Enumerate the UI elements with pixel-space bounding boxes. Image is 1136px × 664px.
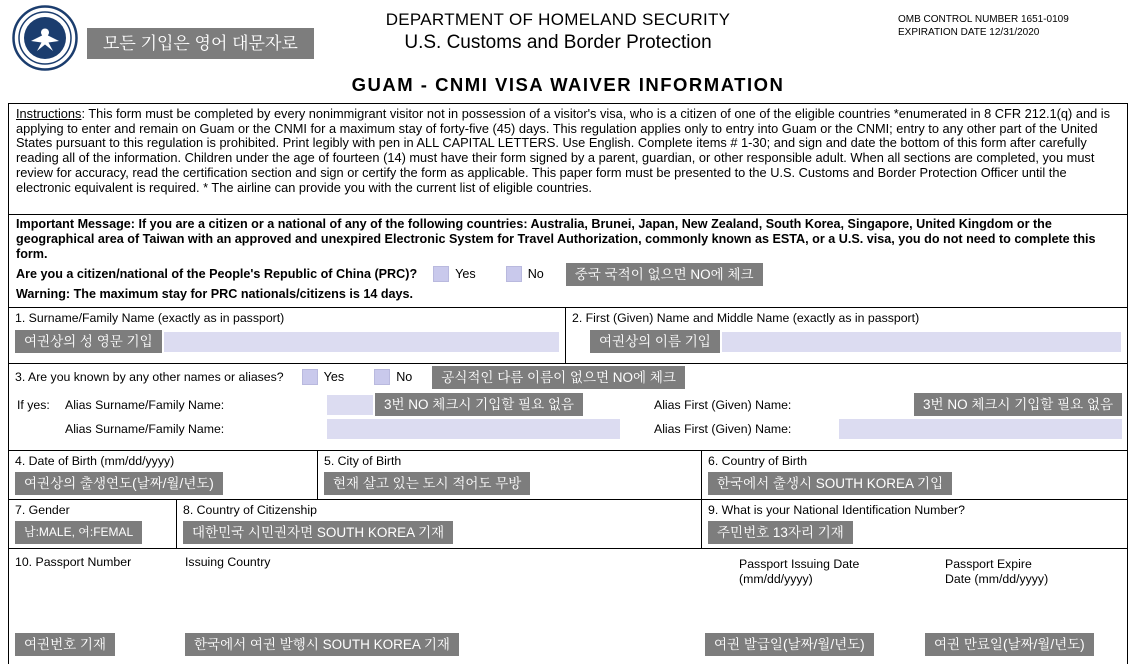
q3-korean-note-left: 3번 NO 체크시 기입할 필요 없음 [375, 393, 583, 416]
department-title: DEPARTMENT OF HOMELAND SECURITY [385, 10, 731, 29]
alias-surname-input-1[interactable] [327, 395, 373, 415]
prc-no-label: No [527, 267, 544, 282]
q10-issuing-country-label: Issuing Country [185, 555, 271, 569]
q5-label: 5. City of Birth [324, 454, 402, 468]
q10-korean-passport-number: 여권번호 기재 [15, 633, 115, 656]
omb-control-block [898, 14, 1069, 39]
q3-yes-label: Yes [323, 370, 345, 384]
q6-label: 6. Country of Birth [708, 454, 808, 468]
form-header [0, 0, 1136, 103]
q2-firstname-cell [566, 308, 1127, 363]
q7-label: 7. Gender [15, 503, 70, 517]
instructions-section [9, 104, 1127, 215]
instructions-text: Instructions: This form must be completed by every nonimmigrant visitor not in possession of a visitor's visa, who is a citizen of one of the eligible countries *enumerated in 8 CFR 212.1(q) and is applying to enter and remain on Guam or the CNMI for a maximum stay of forty-five (45) days. This regulation applies only to entry into Guam or the CNMI; entry to any other part of the United States pursuant to this regulation is prohibited. Print legibly with pen in ALL CAPITAL LETTERS. Use English. Complete items # 1-30; and sign and date the bottom of this form after carefully reading all of the information. Children under the age of fourteen (14) must have their form signed by a parent, guardian, or other responsible adult. When all sections are completed, you must review for accuracy, read the certification section and sign or certify the form as applicable. This paper form must be presented to the U.S. Customs and Border Protection Officer until the electronic equivalent is required. * The airline can provide you with the current list of eligible countries. [16, 106, 1111, 195]
agency-title-block [308, 10, 808, 54]
omb-number: OMB CONTROL NUMBER 1651-0109 [898, 14, 1069, 25]
firstname-input[interactable] [722, 332, 1121, 352]
q10-label: 10. Passport Number [15, 555, 132, 569]
prc-no-checkbox[interactable] [506, 266, 522, 282]
q10-issuing-date-label: Passport Issuing Date (mm/dd/yyyy) [739, 557, 860, 586]
q1-surname-cell [9, 308, 566, 363]
q8-korean-note: 대한민국 시민권자면 SOUTH KOREA 기재 [183, 521, 453, 544]
surname-input[interactable] [164, 332, 559, 352]
q10-passport-section [9, 549, 1127, 664]
visa-waiver-form [8, 103, 1128, 664]
important-message-text: Important Message: If you are a citizen or a national of any of the following countries: Australia, Brunei, Japan, New Zealand, South Korea, Singapore, United Kingdom or the geographical area of Taiwan with an approved and unexpired Electronic System for Travel Authorization, commonly known as ESTA, or a U.S. visa, you do not need to complete this form. [16, 217, 1096, 261]
q4-dob-cell [9, 451, 318, 499]
q9-korean-note: 주민번호 13자리 기재 [708, 521, 853, 544]
prc-warning-text: Warning: The maximum stay for PRC nationals/citizens is 14 days. [16, 286, 414, 301]
prc-yes-label: Yes [455, 267, 476, 282]
q4-korean-note: 여권상의 출생연도(날짜/월/년도) [15, 472, 223, 495]
q3-no-checkbox[interactable] [374, 369, 390, 385]
q7-korean-note: 남:MALE, 여:FEMAL [15, 521, 142, 544]
prc-korean-note: 중국 국적이 없으면 NO에 체크 [566, 263, 763, 286]
identity-fields-row [9, 500, 1127, 549]
birth-fields-row [9, 451, 1127, 500]
name-fields-row [9, 308, 1127, 364]
q10-korean-issuing-date: 여권 발급일(날짜/월/년도) [705, 633, 874, 656]
q3-korean-note: 공식적인 다름 이름이 없으면 NO에 체크 [432, 366, 685, 389]
alias-surname-input-2[interactable] [327, 419, 620, 439]
q10-expire-date-label: Passport Expire Date (mm/dd/yyyy) [945, 557, 1049, 586]
q4-label: 4. Date of Birth (mm/dd/yyyy) [15, 454, 175, 468]
q8-citizenship-cell [177, 500, 702, 548]
q6-korean-note: 한국에서 출생시 SOUTH KOREA 기입 [708, 472, 952, 495]
q3-alias-first-label-1: Alias First (Given) Name: [654, 398, 792, 412]
q3-alias-first-label-2: Alias First (Given) Name: [654, 422, 792, 436]
q3-yes-checkbox[interactable] [302, 369, 318, 385]
q5-city-cell [318, 451, 702, 499]
q3-aliases-section [9, 364, 1127, 451]
prc-yes-checkbox[interactable] [433, 266, 449, 282]
prc-question-line [16, 263, 1120, 286]
form-title: GUAM - CNMI VISA WAIVER INFORMATION [351, 74, 785, 95]
q3-korean-note-right: 3번 NO 체크시 기입할 필요 없음 [914, 393, 1122, 416]
q7-gender-cell [9, 500, 177, 548]
q3-label: 3. Are you known by any other names or aliases? [15, 369, 284, 384]
q10-korean-issuing-country: 한국에서 여권 발행시 SOUTH KOREA 기재 [185, 633, 459, 656]
prc-question-label: Are you a citizen/national of the People's Republic of China (PRC)? [16, 267, 418, 282]
instructions-label: Instructions [16, 106, 82, 121]
q2-korean-note: 여권상의 이름 기입 [590, 330, 720, 353]
q6-country-cell [702, 451, 1127, 499]
important-message-section [9, 215, 1127, 308]
q3-ifyes-label: If yes: [17, 398, 50, 412]
q5-korean-note: 현재 살고 있는 도시 적어도 무방 [324, 472, 530, 495]
q2-label: 2. First (Given) Name and Middle Name (exactly as in passport) [572, 311, 920, 325]
header-korean-note: 모든 기입은 영어 대문자로 [87, 28, 314, 59]
q3-alias-surname-label-1: Alias Surname/Family Name: [65, 398, 225, 412]
q3-question-line [9, 364, 1127, 390]
agency-subtitle: U.S. Customs and Border Protection [404, 32, 712, 53]
alias-first-input-2[interactable] [839, 419, 1122, 439]
q10-korean-expire-date: 여권 만료일(날짜/월/년도) [925, 633, 1094, 656]
q1-korean-note: 여권상의 성 영문 기입 [15, 330, 162, 353]
q9-national-id-cell [702, 500, 1127, 548]
q3-no-label: No [396, 370, 413, 384]
omb-expiration: EXPIRATION DATE 12/31/2020 [898, 26, 1040, 38]
q3-alias-surname-label-2: Alias Surname/Family Name: [65, 422, 225, 436]
q8-label: 8. Country of Citizenship [183, 503, 317, 517]
q1-label: 1. Surname/Family Name (exactly as in passport) [15, 311, 285, 325]
q9-label: 9. What is your National Identification Number? [708, 503, 965, 517]
dhs-seal-icon [12, 5, 78, 71]
